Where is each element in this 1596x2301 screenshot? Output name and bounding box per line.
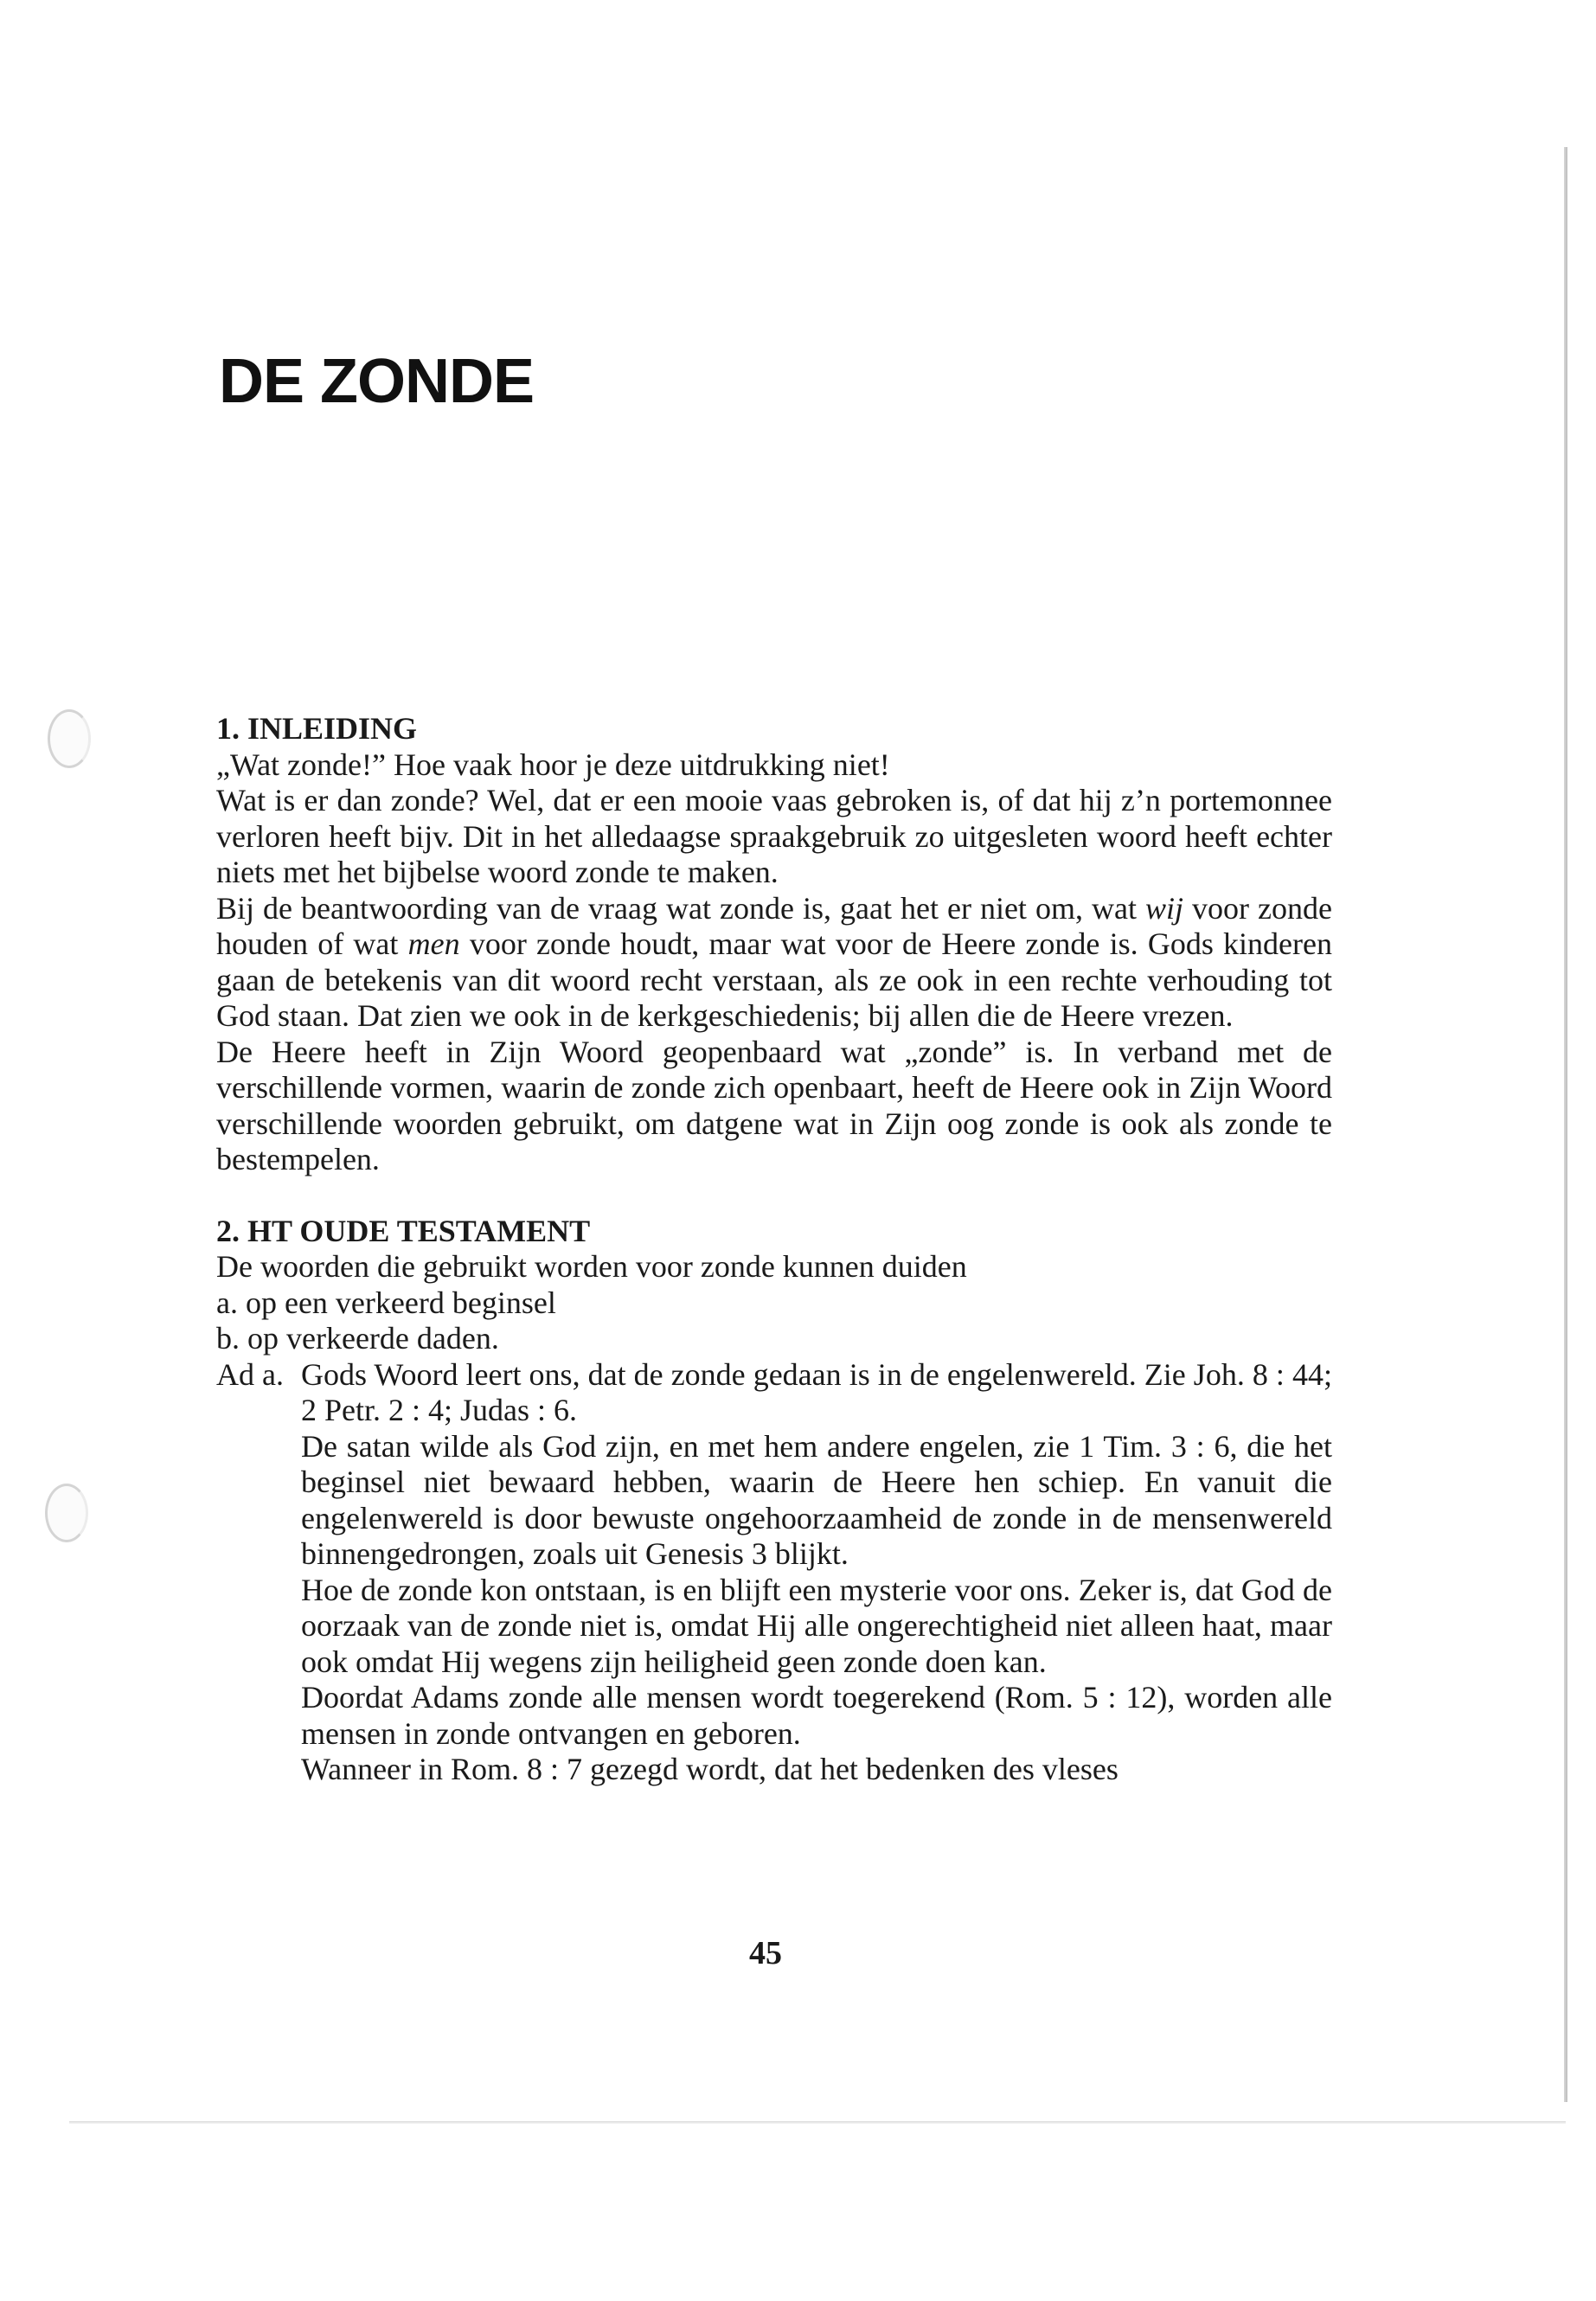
text-run: voor zonde houden of wat <box>216 890 1332 961</box>
emphasis-text: wij <box>1144 890 1183 926</box>
paragraph: „Wat zonde!” Hoe vaak hoor je deze uitdrukking niet! <box>216 747 890 782</box>
paragraph: De satan wilde als God zijn, en met hem andere engelen, zie 1 Tim. 3 : 6, die het beginsel niet bewaard hebben, waarin de Heere hen schiep. En vanuit die engelenwereld is door bewuste ongehoorzaamheid de zonde in de mensenwereld binnengedrongen, zoals uit Genesis 3 blijkt. <box>301 1428 1332 1571</box>
punch-hole-top <box>48 709 91 768</box>
paragraph: De woorden die gebruikt worden voor zonde kunnen duiden <box>216 1249 967 1284</box>
paragraph: Doordat Adams zonde alle mensen wordt toegerekend (Rom. 5 : 12), worden alle mensen in zonde ontvangen en geboren. <box>301 1680 1332 1751</box>
ad-a-block <box>216 1357 1332 1788</box>
paragraph: Wat is er dan zonde? Wel, dat er een mooie vaas gebroken is, of dat hij z’n portemonnee verloren heeft bijv. Dit in het alledaagse spraakgebruik zo uitgesleten woord heeft echter niets met het bijbelse woord zonde te maken. <box>216 783 1332 889</box>
emphasis-text: men <box>407 926 460 961</box>
text-run: voor zonde houdt, maar wat voor de Heere zonde is. Gods kinderen gaan de betekenis van dit woord recht verstaan, als ze ook in een rechte verhouding tot God staan. Dat zien we ook in de kerkgeschiedenis; bij allen die de Heere vrezen. <box>216 926 1332 1033</box>
section-heading-oude-testament: 2. HT OUDE TESTAMENT <box>216 1213 591 1248</box>
page-edge-shadow-bottom <box>69 2121 1566 2124</box>
ad-a-label: Ad a. <box>216 1356 284 1392</box>
paragraph: Wanneer in Rom. 8 : 7 gezegd wordt, dat het bedenken des vleses <box>301 1752 1118 1786</box>
text-run: Bij de beantwoording van de vraag wat zonde is, gaat het er niet om, wat <box>216 890 1145 926</box>
list-item: a. op een verkeerd beginsel <box>216 1285 556 1320</box>
paragraph <box>216 891 1332 1035</box>
paragraph: De Heere heeft in Zijn Woord geopenbaard wat „zonde” is. In verband met de verschillende vormen, waarin de zonde zich openbaart, heeft de Heere ook in Zijn Woord verschillende woorden gebruikt, om datgene wat in Zijn oog zonde is ook als zonde te bestempelen. <box>216 1034 1332 1176</box>
punch-hole-bottom <box>45 1484 88 1542</box>
page-body <box>216 711 1332 1788</box>
page-number: 45 <box>749 1935 782 1971</box>
page-edge-shadow-right <box>1564 147 1567 2102</box>
chapter-title: DE ZONDE <box>219 347 535 416</box>
paragraph: Gods Woord leert ons, dat de zonde gedaan is in de engelenwereld. Zie Joh. 8 : 44; 2 Petr. 2 : 4; Judas : 6. <box>301 1356 1332 1427</box>
paragraph: Hoe de zonde kon ontstaan, is en blijft een mysterie voor ons. Zeker is, dat God de oorzaak van de zonde niet is, omdat Hij alle ongerechtigheid niet alleen haat, maar ook omdat Hij wegens zijn heiligheid geen zonde doen kan. <box>301 1572 1332 1679</box>
section-heading-inleiding: 1. INLEIDING <box>216 711 418 746</box>
list-item: b. op verkeerde daden. <box>216 1321 499 1356</box>
section-gap <box>216 1178 1332 1214</box>
